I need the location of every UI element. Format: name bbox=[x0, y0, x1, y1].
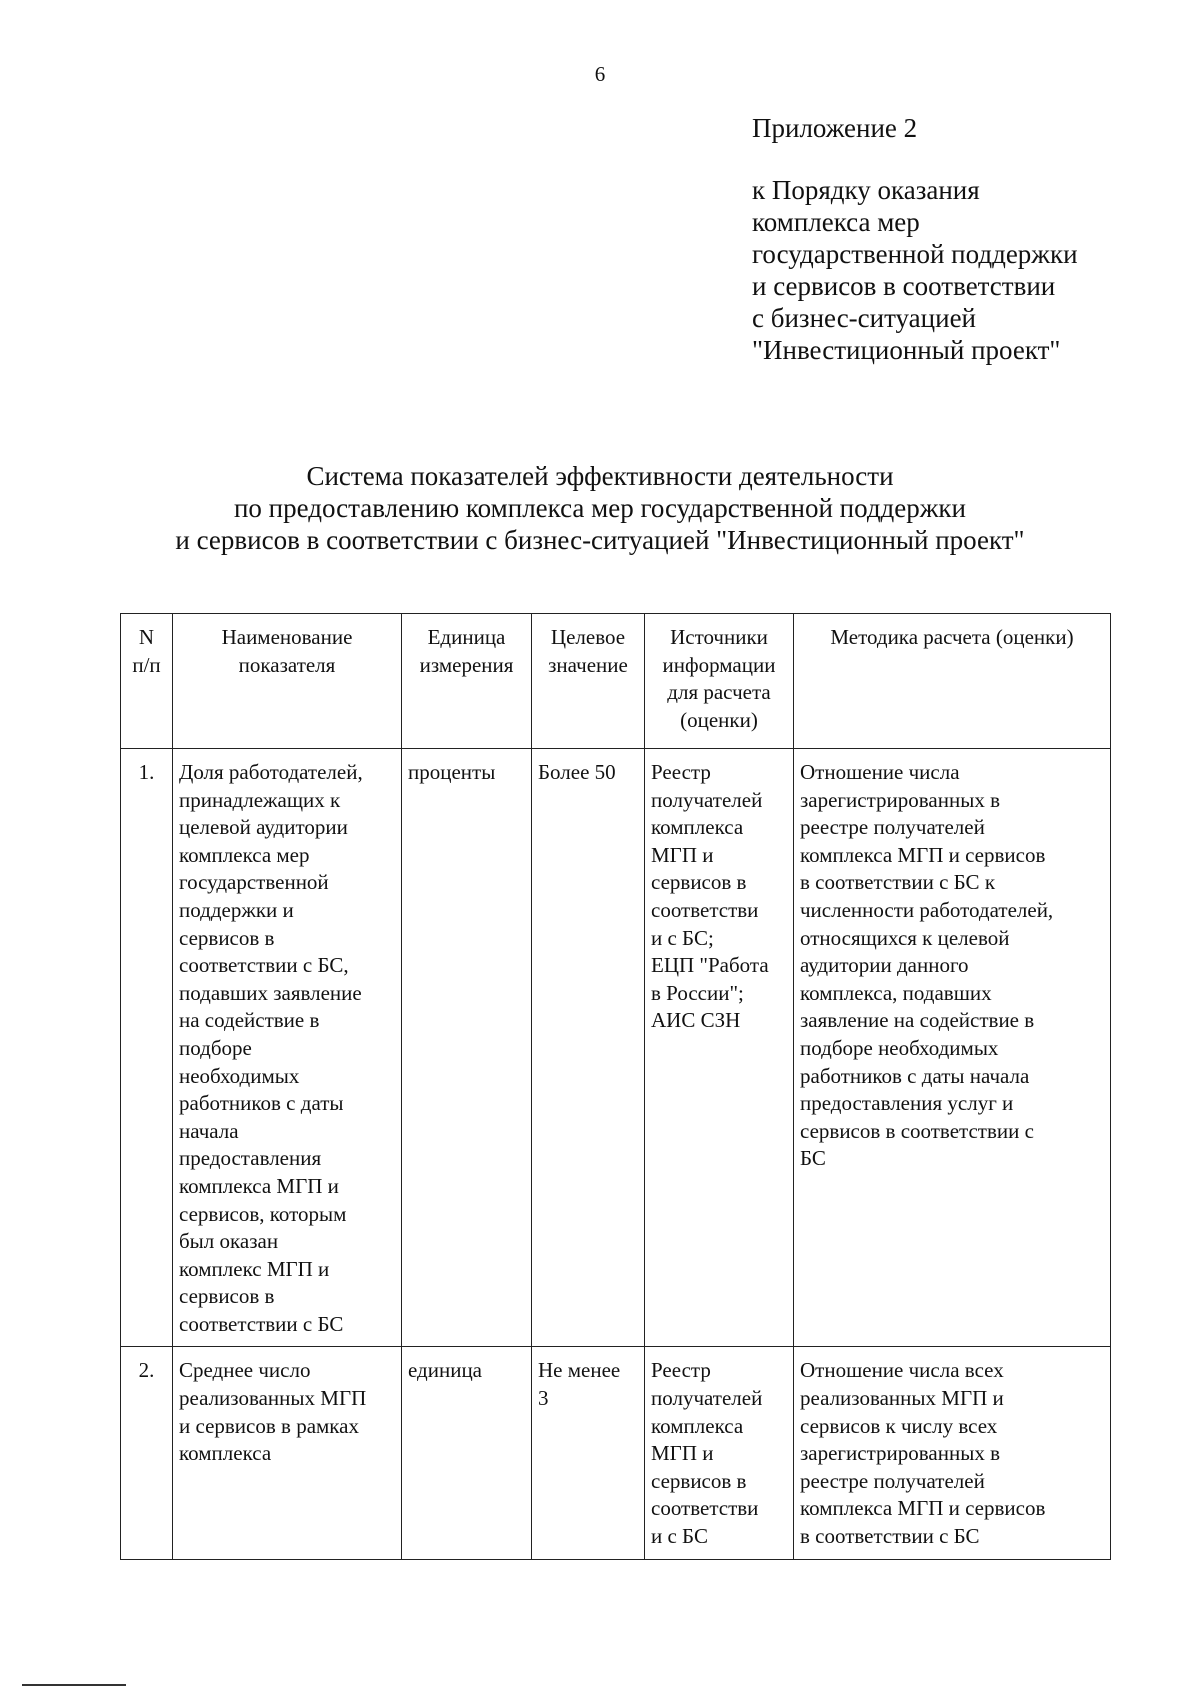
document-title bbox=[0, 460, 1200, 556]
cell-line: численности работодателей, bbox=[800, 897, 1054, 922]
cell-line: зарегистрированных в bbox=[800, 787, 1000, 812]
cell-line: Отношение числа всех bbox=[800, 1358, 1004, 1383]
cell-line: начала bbox=[179, 1118, 239, 1143]
cell-line: Реестр bbox=[651, 1358, 711, 1383]
cell-line: Отношение числа bbox=[800, 760, 960, 784]
cell-line: ЕЦП "Работа bbox=[651, 953, 769, 978]
cell-line: сервисов в bbox=[651, 870, 747, 895]
cell-line: и с БС; bbox=[651, 925, 714, 950]
cell-line: показателя bbox=[238, 652, 336, 677]
appendix-line: и сервисов в соответствии bbox=[752, 271, 1056, 301]
cell-line: комплекса bbox=[179, 1441, 272, 1466]
cell-line: соответствии с БС, bbox=[179, 953, 349, 978]
cell-line: сервисов в bbox=[179, 1284, 275, 1309]
document-title-line: по предоставлению комплекса мер государственной поддержки bbox=[233, 493, 967, 523]
cell-line: Более 50 bbox=[538, 760, 616, 784]
cell-line: МГП и bbox=[651, 1441, 714, 1466]
cell-line: п/п bbox=[132, 652, 161, 677]
cell-line: получателей bbox=[651, 1386, 763, 1411]
cell-line: был оказан bbox=[179, 1229, 279, 1254]
cell-line: подборе bbox=[179, 1035, 252, 1060]
cell-line: значение bbox=[548, 652, 628, 677]
indicators-table bbox=[120, 613, 1111, 1560]
cell-line: поддержки и bbox=[179, 897, 294, 922]
cell-line: Целевое bbox=[550, 625, 626, 649]
cell-line: комплекса МГП и сервисов bbox=[800, 842, 1046, 867]
cell-line: соответстви bbox=[651, 897, 759, 922]
header-method bbox=[794, 614, 1111, 749]
cell-line: сервисов к числу всех bbox=[800, 1413, 998, 1438]
cell-line: комплекса bbox=[651, 815, 744, 840]
appendix-line: государственной поддержки bbox=[752, 239, 1078, 269]
appendix-line: комплекса мер bbox=[752, 207, 920, 237]
page-number: 6 bbox=[594, 62, 606, 86]
header-sources bbox=[645, 614, 794, 749]
cell-line: предоставления bbox=[179, 1146, 322, 1171]
cell-line: комплекса МГП и bbox=[179, 1173, 339, 1198]
cell-line: сервисов, которым bbox=[179, 1201, 347, 1226]
cell-line: работников с даты bbox=[179, 1091, 344, 1116]
cell-line: для расчета bbox=[667, 680, 771, 705]
appendix-line: к Порядку оказания bbox=[752, 175, 980, 205]
cell-line: и сервисов в рамках bbox=[179, 1413, 360, 1438]
row-name bbox=[173, 1347, 402, 1559]
cell-line: зарегистрированных в bbox=[800, 1441, 1000, 1466]
cell-line: комплекса мер bbox=[179, 842, 310, 867]
cell-line: в соответствии с БС bbox=[800, 1524, 980, 1549]
cell-line: соответстви bbox=[651, 1496, 759, 1521]
row-name bbox=[173, 749, 402, 1347]
cell-line: реализованных МГП bbox=[179, 1386, 367, 1411]
header-name bbox=[173, 614, 402, 749]
cell-line: реестре получателей bbox=[800, 815, 985, 840]
cell-line: Доля работодателей, bbox=[179, 760, 363, 784]
cell-line: работников с даты начала bbox=[800, 1063, 1030, 1088]
appendix-title: Приложение 2 bbox=[752, 113, 918, 143]
cell-line: принадлежащих к bbox=[179, 787, 341, 812]
row-unit bbox=[402, 749, 532, 1347]
cell-line: государственной bbox=[179, 870, 329, 895]
cell-line: МГП и bbox=[651, 842, 714, 867]
cell-line: проценты bbox=[408, 760, 496, 784]
cell-line: N bbox=[138, 625, 155, 649]
row-sources bbox=[645, 749, 794, 1347]
appendix-line: с бизнес-ситуацией bbox=[752, 303, 977, 333]
cell-line: в России"; bbox=[651, 980, 744, 1005]
cell-line: (оценки) bbox=[680, 707, 758, 732]
cell-line: реестре получателей bbox=[800, 1468, 985, 1493]
cell-line: информации bbox=[662, 652, 776, 677]
cell-line: аудитории данного bbox=[800, 953, 969, 978]
margin-divider bbox=[22, 1684, 126, 1686]
row-target bbox=[532, 1347, 645, 1559]
cell-line: предоставления услуг и bbox=[800, 1091, 1014, 1116]
appendix-block bbox=[752, 112, 1078, 366]
row-num: 1. bbox=[121, 749, 173, 1347]
row-method bbox=[794, 749, 1111, 1347]
cell-line: комплекса МГП и сервисов bbox=[800, 1496, 1046, 1521]
cell-line: Реестр bbox=[651, 760, 711, 784]
appendix-line: "Инвестиционный проект" bbox=[752, 335, 1061, 365]
cell-line: необходимых bbox=[179, 1063, 300, 1088]
cell-line: реализованных МГП и bbox=[800, 1386, 1004, 1411]
cell-line: сервисов в bbox=[179, 925, 275, 950]
cell-line: относящихся к целевой bbox=[800, 925, 1010, 950]
row-num: 2. bbox=[121, 1347, 173, 1559]
cell-line: АИС СЗН bbox=[651, 1008, 741, 1033]
row-unit bbox=[402, 1347, 532, 1559]
table-row bbox=[121, 749, 1111, 1347]
cell-line: подавших заявление bbox=[179, 980, 362, 1005]
cell-line: сервисов в bbox=[651, 1468, 747, 1493]
cell-line: заявление на содействие в bbox=[800, 1008, 1035, 1033]
cell-line: Наименование bbox=[221, 625, 353, 649]
cell-line: и с БС bbox=[651, 1524, 708, 1549]
cell-line: подборе необходимых bbox=[800, 1035, 999, 1060]
cell-line: комплекса bbox=[651, 1413, 744, 1438]
cell-line: комплекса, подавших bbox=[800, 980, 992, 1005]
row-method bbox=[794, 1347, 1111, 1559]
cell-line: Единица bbox=[427, 625, 506, 649]
cell-line: Среднее число bbox=[179, 1358, 311, 1383]
cell-line: Методика расчета (оценки) bbox=[830, 625, 1074, 649]
header-num bbox=[121, 614, 173, 749]
cell-line: на содействие в bbox=[179, 1008, 320, 1033]
row-target bbox=[532, 749, 645, 1347]
cell-line: 3 bbox=[538, 1386, 549, 1411]
cell-line: Не менее bbox=[538, 1358, 621, 1383]
cell-line: целевой аудитории bbox=[179, 815, 348, 840]
cell-line: получателей bbox=[651, 787, 763, 812]
document-title-line: и сервисов в соответствии с бизнес-ситуацией "Инвестиционный проект" bbox=[175, 525, 1025, 555]
table-header-row bbox=[121, 614, 1111, 749]
cell-line: сервисов в соответствии с bbox=[800, 1118, 1034, 1143]
document-title-line: Система показателей эффективности деятельности bbox=[306, 461, 894, 491]
cell-line: БС bbox=[800, 1146, 826, 1171]
cell-line: соответствии с БС bbox=[179, 1311, 344, 1336]
row-sources bbox=[645, 1347, 794, 1559]
cell-line: комплекс МГП и bbox=[179, 1256, 330, 1281]
cell-line: Источники bbox=[670, 625, 768, 649]
table-row bbox=[121, 1347, 1111, 1559]
cell-line: измерения bbox=[419, 652, 514, 677]
cell-line: в соответствии с БС к bbox=[800, 870, 996, 895]
header-target bbox=[532, 614, 645, 749]
cell-line: единица bbox=[408, 1358, 483, 1383]
header-unit bbox=[402, 614, 532, 749]
